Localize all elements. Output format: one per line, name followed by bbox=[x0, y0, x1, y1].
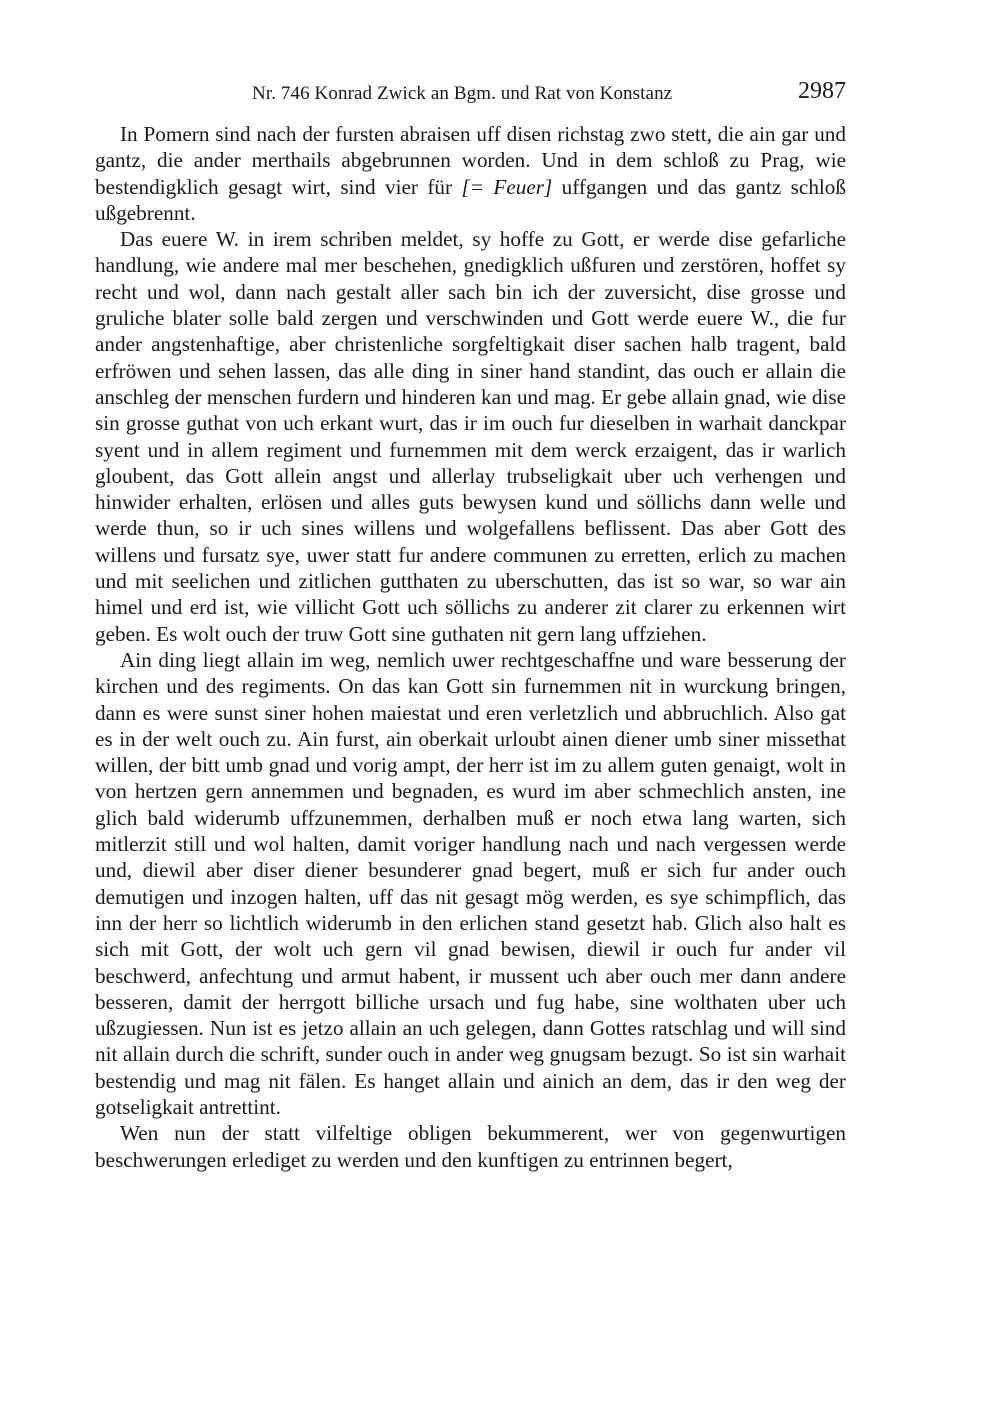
paragraph-2: Das euere W. in irem schriben meldet, sy hoffe zu Gott, er werde dise gefarliche handlung, wie andere mal mer beschehen, gnedigklich ußfuren und zerstören, hoffet sy recht und wol, dann nach gestalt aller sach bin ich der zuversicht, dise grosse und gruliche blater solle bald zergen und verschwinden und Gott werde euere W., die fur ander angstenhaftige, aber christenliche sorgfeltigkait diser sachen halb tragent, bald erfröwen und sehen lassen, das alle ding in siner hand standint, das ouch er allain die anschleg der menschen furdern und hinderen kan und mag. Er gebe allain gnad, wie dise sin grosse guthat von uch erkant wurt, das ir im ouch fur dieselben in warhait danckpar syent und in allem regiment und furnemmen mit dem werck erzaigent, das ir warlich gloubent, das Gott allein angst und allerlay trubseligkait uber uch verhengen und hinwider erhalten, erlösen und alles guts bewysen kund und söllichs dann welle und werde thun, so ir uch sines willens und wolgefallens beflissent. Das aber Gott des willens und fursatz sye, uwer statt fur andere communen zu erretten, erlich zu machen und mit seelichen und zitlichen gutthaten zu uberschutten, das ist so war, so war ain himel und erd ist, wie villicht Gott uch söllichs zu anderer zit clarer zu erkennen wirt geben. Es wolt ouch der truw Gott sine guthaten nit gern lang uffziehen. bbox=[95, 227, 846, 646]
editorial-note: [= Feuer] bbox=[461, 174, 553, 199]
paragraph-1-text-start: In Pomern sind nach der fursten abraisen uff disen richstag zwo stett, die ain gar und gantz, die ander merthails abgebrunnen worden. Und in dem schloß zu Prag, wie bestendigklich gesagt wirt, sind vier für bbox=[95, 122, 846, 199]
paragraph-1 bbox=[95, 121, 846, 226]
paragraph-1-text-end: uffgangen und das gantz schloß ußgebrennt. bbox=[95, 174, 846, 225]
running-header bbox=[95, 78, 846, 110]
paragraph-4: Wen nun der statt vilfeltige obligen bekummerent, wer von gegenwurtigen beschwerungen erlediget zu werden und den kunftigen zu entrinnen begert, bbox=[95, 1121, 846, 1172]
page-number: 2987 bbox=[798, 78, 846, 104]
body-text bbox=[95, 121, 846, 1173]
page bbox=[95, 0, 846, 1418]
paragraph-3: Ain ding liegt allain im weg, nemlich uwer rechtgeschaffne und ware besserung der kirchen und des regiments. On das kan Gott sin furnemmen nit in wurckung bringen, dann es were sunst siner hohen maiestat und eren verletzlich und abbruchlich. Also gat es in der welt ouch zu. Ain furst, ain oberkait urloubt ainen diener umb siner missethat willen, der bitt umb gnad und vorig ampt, der herr ist im zu allem guten genaigt, wolt in von hertzen gern annemmen und begnaden, es wurd im aber schmechlich ansten, ine glich bald widerumb uffzunemmen, derhalben muß er noch etwa lang warten, sich mitlerzit still und wol halten, damit voriger handlung nach und nach vergessen werde und, diewil aber diser diener besunderer gnad begert, muß er sich fur ander ouch demutigen und inzogen halten, uff das nit gesagt mög werden, es sye schimpflich, das inn der herr so lichtlich widerumb in den erlichen stand gesetzt hab. Glich also halt es sich mit Gott, der wolt uch gern vil gnad bewisen, diewil ir ouch fur ander vil beschwerd, anfechtung und armut habent, ir mussent uch aber ouch mer dann andere besseren, damit der herrgott billiche ursach und fug habe, sine wolthaten uber uch ußzugiessen. Nun ist es jetzo allain an uch gelegen, dann Gottes ratschlag und will sind nit allain durch die schrift, sunder ouch in ander weg gnugsam bezugt. So ist sin warhait bestendig und mag nit fälen. Es hanget allain und ainich an dem, das ir den weg der gotseligkait antrettint. bbox=[95, 647, 846, 1119]
running-title: Nr. 746 Konrad Zwick an Bgm. und Rat von Konstanz bbox=[252, 83, 673, 104]
